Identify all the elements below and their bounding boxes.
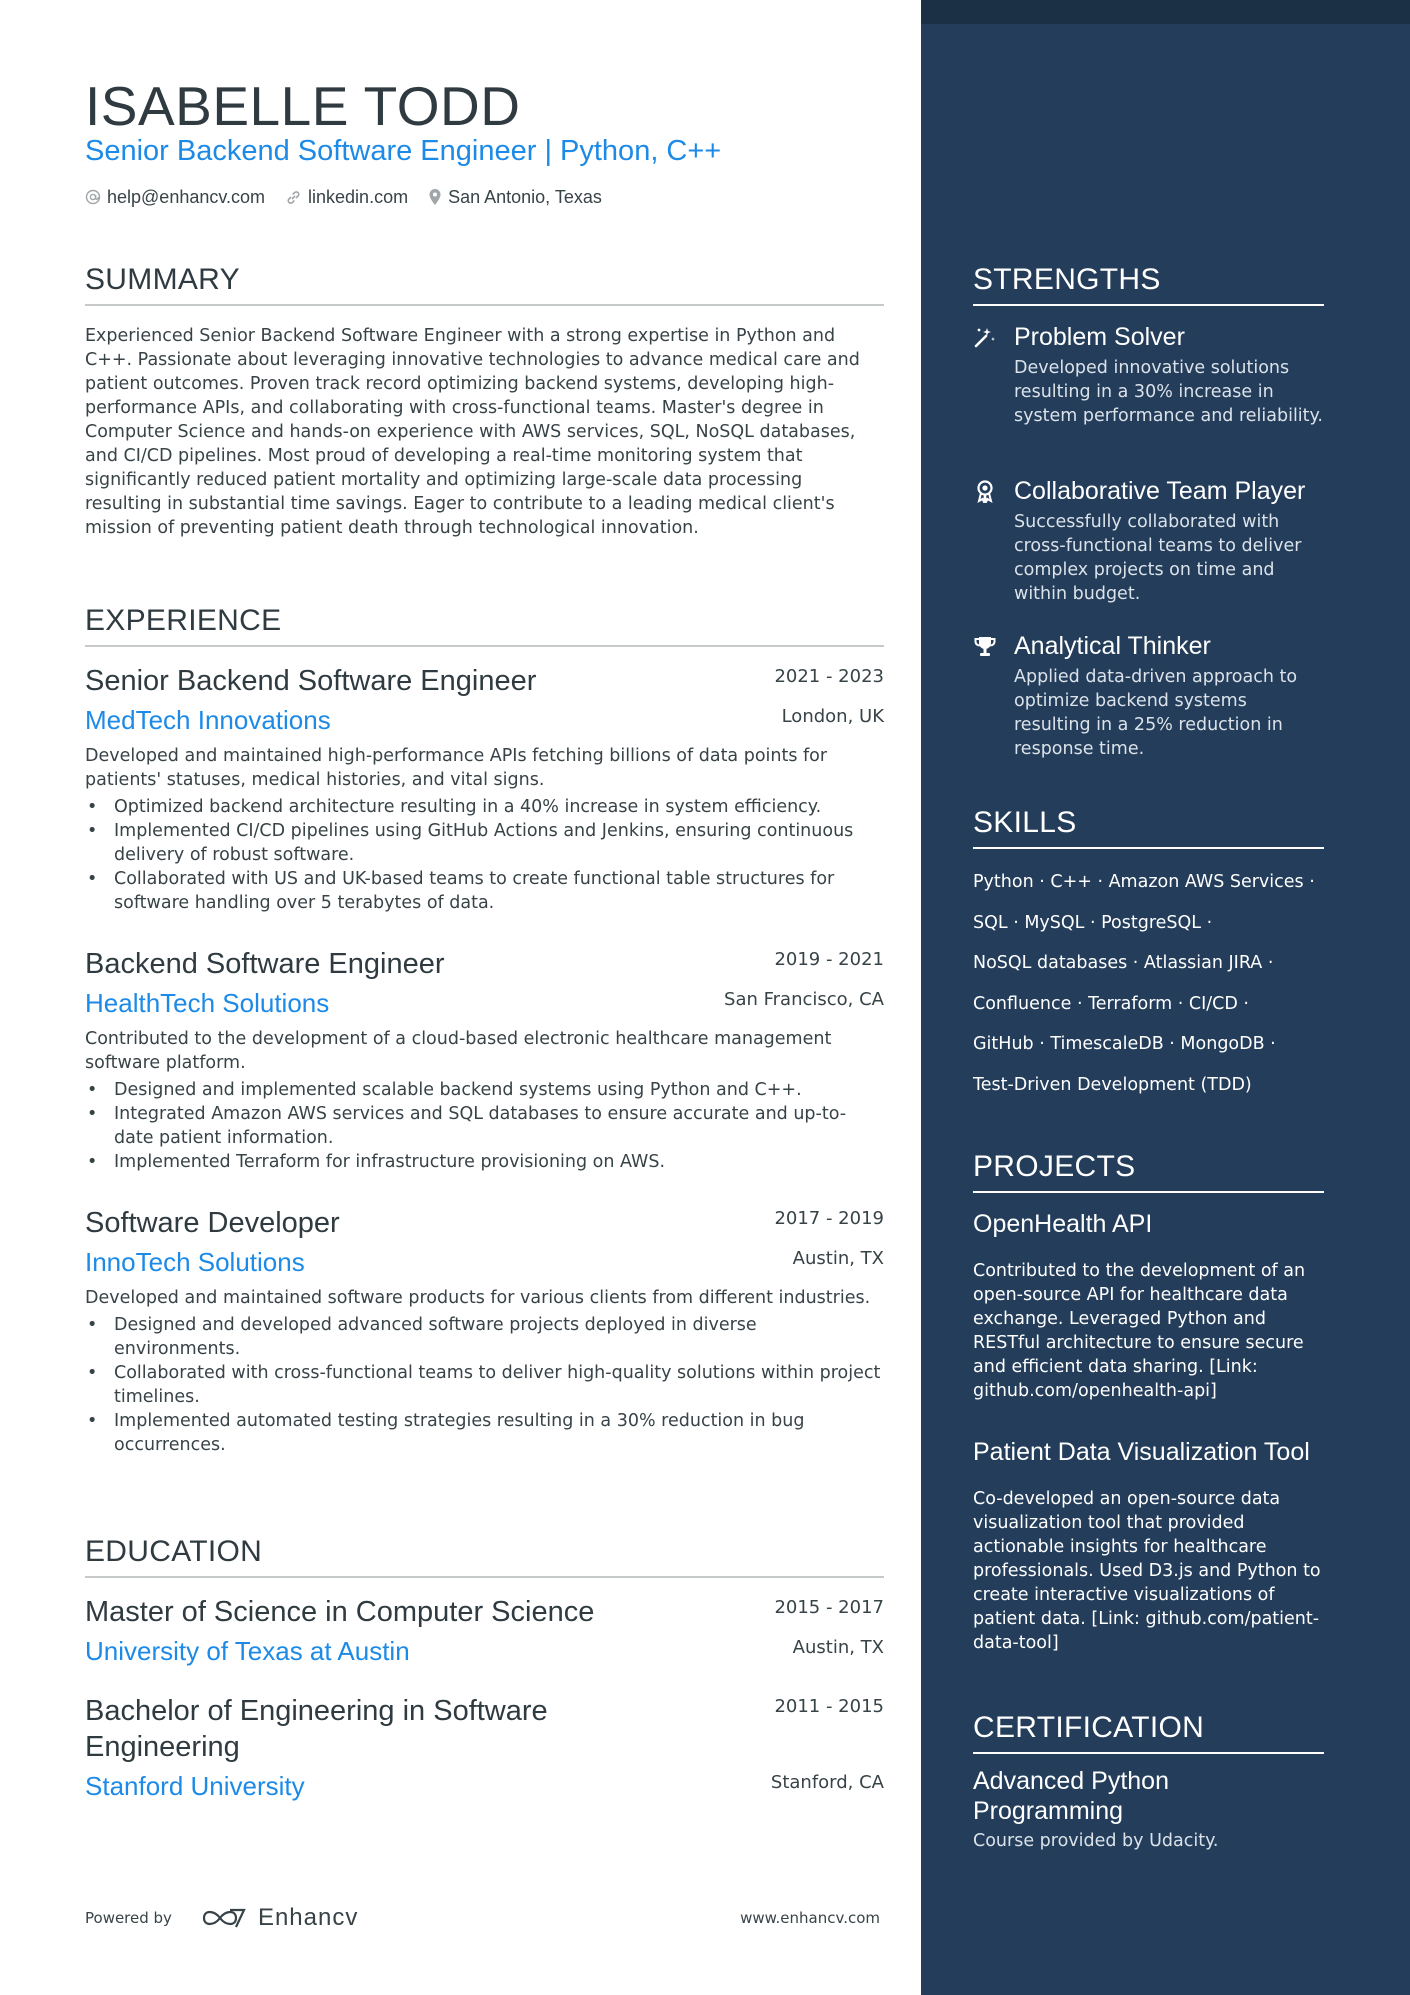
candidate-title: Senior Backend Software Engineer | Python, C++: [85, 135, 722, 167]
job-company[interactable]: MedTech Innovations: [85, 705, 331, 735]
location-pin-icon: [428, 188, 442, 206]
link-icon: [285, 189, 302, 206]
linkedin-contact[interactable]: [285, 187, 408, 208]
email-contact[interactable]: [85, 187, 265, 208]
job-dates: 2019 - 2021: [774, 949, 884, 970]
job-bullet: • Implemented automated testing strategies resulting in a 30% reduction in bug occurrences.: [85, 1409, 884, 1457]
job-description: Developed and maintained software products for various clients from different industries.: [85, 1288, 871, 1308]
education-dates: 2011 - 2015: [774, 1696, 884, 1717]
education-item: [85, 1693, 884, 1803]
skills-line: Confluence · Terraform · CI/CD ·: [973, 993, 1249, 1014]
strength-description: Developed innovative solutions resulting in a 30% increase in system performance and reliability.: [1014, 358, 1323, 426]
job-bullets: [85, 1313, 884, 1457]
job-role: Senior Backend Software Engineer: [85, 665, 537, 697]
skills-list: [973, 862, 1324, 1106]
job-bullet: • Implemented Terraform for infrastructure provisioning on AWS.: [85, 1150, 884, 1174]
email-text: help@enhancv.com: [107, 186, 266, 207]
project-title: OpenHealth API: [973, 1210, 1153, 1238]
education-heading: EDUCATION: [85, 1534, 884, 1578]
magic-wand-icon: [973, 325, 997, 349]
job-company[interactable]: InnoTech Solutions: [85, 1247, 305, 1277]
education-dates: 2015 - 2017: [774, 1597, 884, 1618]
projects-heading: PROJECTS: [973, 1149, 1324, 1193]
job-role: Backend Software Engineer: [85, 948, 445, 980]
skills-line: SQL · MySQL · PostgreSQL ·: [973, 912, 1213, 933]
experience-heading: EXPERIENCE: [85, 603, 884, 647]
project-item: [973, 1435, 1324, 1655]
award-ribbon-icon: [973, 479, 997, 503]
job-description: Contributed to the development of a cloud-based electronic healthcare management software platform.: [85, 1029, 832, 1073]
location-contact: [428, 187, 602, 208]
certification-title: Advanced Python Programming: [973, 1767, 1169, 1825]
skills-line: Python · C++ · Amazon AWS Services ·: [973, 872, 1315, 892]
job-location: Austin, TX: [792, 1248, 884, 1269]
strength-item: [973, 629, 1324, 761]
job-bullets: [85, 1078, 884, 1174]
skills-line: NoSQL databases · Atlassian JIRA ·: [973, 953, 1274, 974]
skills-heading: SKILLS: [973, 805, 1324, 849]
contact-bar: [85, 184, 622, 210]
education-location: Austin, TX: [792, 1637, 884, 1658]
at-sign-icon: [85, 189, 101, 205]
job-bullet: • Collaborated with cross-functional teams to deliver high-quality solutions within project timelines.: [85, 1361, 884, 1409]
job-company[interactable]: HealthTech Solutions: [85, 988, 330, 1018]
job-dates: 2021 - 2023: [774, 666, 884, 687]
experience-item: [85, 946, 884, 1174]
certification-heading: CERTIFICATION: [973, 1710, 1324, 1754]
project-item: [973, 1207, 1324, 1403]
education-degree: Master of Science in Computer Science: [85, 1596, 595, 1628]
job-bullet: • Designed and developed advanced software projects deployed in diverse environments.: [85, 1313, 884, 1361]
education-school[interactable]: University of Texas at Austin: [85, 1636, 410, 1666]
strength-title: Collaborative Team Player: [1014, 477, 1306, 505]
candidate-name: ISABELLE TODD: [85, 75, 521, 137]
strength-item: [973, 474, 1324, 606]
project-title: Patient Data Visualization Tool: [973, 1438, 1310, 1466]
job-bullet: • Implemented CI/CD pipelines using GitHub Actions and Jenkins, ensuring continuous delivery of robust software.: [85, 819, 884, 867]
skills-line: GitHub · TimescaleDB · MongoDB ·: [973, 1034, 1276, 1055]
experience-item: [85, 663, 884, 915]
certification-description: Course provided by Udacity.: [973, 1831, 1219, 1851]
job-dates: 2017 - 2019: [774, 1208, 884, 1229]
job-location: San Francisco, CA: [724, 989, 884, 1010]
strength-description: Applied data-driven approach to optimize backend systems resulting in a 25% reduction in response time.: [1014, 667, 1298, 759]
sidebar-top-band: [921, 0, 1410, 24]
location-text: San Antonio, Texas: [448, 186, 602, 207]
strengths-heading: STRENGTHS: [973, 262, 1324, 306]
strength-description: Successfully collaborated with cross-functional teams to deliver complex projects on time and within budget.: [1014, 512, 1302, 604]
education-location: Stanford, CA: [770, 1772, 884, 1793]
brand-logo[interactable]: [200, 1904, 358, 1932]
job-location: London, UK: [781, 706, 884, 727]
job-role: Software Developer: [85, 1207, 340, 1239]
certification-item: [973, 1766, 1324, 1853]
job-bullet: • Integrated Amazon AWS services and SQL databases to ensure accurate and up-to-date patient information.: [85, 1102, 884, 1150]
powered-by: [85, 1904, 358, 1932]
project-description: Co-developed an open-source data visualization tool that provided actionable insights for healthcare professionals. Used D3.js and Python to create interactive visualizations of patient data. [Link: github.com/patient-data-tool]: [973, 1489, 1321, 1653]
strength-item: [973, 320, 1324, 428]
job-description: Developed and maintained high-performance APIs fetching billions of data points for patients' statuses, medical histories, and vital signs.: [85, 746, 828, 790]
powered-by-label: Powered by: [85, 1909, 172, 1927]
job-bullet: • Designed and implemented scalable backend systems using Python and C++.: [85, 1078, 884, 1102]
skills-line: Test-Driven Development (TDD): [973, 1074, 1252, 1095]
job-bullet: • Optimized backend architecture resulting in a 40% increase in system efficiency.: [85, 795, 884, 819]
education-school[interactable]: Stanford University: [85, 1771, 305, 1801]
project-description: Contributed to the development of an open-source API for healthcare data exchange. Leveraged Python and RESTful architecture to ensure secure and efficient data sharing. [Link: github.com/openhealth-api]: [973, 1261, 1306, 1401]
website-link[interactable]: www.enhancv.com: [740, 1909, 880, 1927]
footer: [85, 1901, 884, 1935]
linkedin-text: linkedin.com: [308, 186, 409, 207]
summary-text: Experienced Senior Backend Software Engineer with a strong expertise in Python and C++. Passionate about leveraging innovative technologies to advance medical care and patient outcomes. Proven track record optimizing backend systems, developing high-performance APIs, and collaborating with cross-functional teams. Master's degree in Computer Science and hands-on experience with AWS services, SQL, NoSQL databases, and CI/CD pipelines. Most proud of developing a real-time monitoring system that significantly reduced patient mortality and optimizing large-scale data processing resulting in substantial time savings. Eager to contribute to a leading medical client's mission of preventing patient death through technological innovation.: [85, 326, 860, 538]
job-bullet: • Collaborated with US and UK-based teams to create functional table structures for software handling over 5 terabytes of data.: [85, 867, 884, 915]
sidebar: [921, 0, 1410, 1995]
enhancv-logo-icon: [200, 1905, 248, 1931]
summary-heading: SUMMARY: [85, 262, 884, 306]
trophy-icon: [973, 634, 997, 658]
job-bullets: [85, 795, 884, 915]
experience-item: [85, 1205, 884, 1457]
education-degree: Bachelor of Engineering in Software Engineering: [85, 1695, 548, 1763]
education-item: [85, 1594, 884, 1668]
strength-title: Analytical Thinker: [1014, 632, 1211, 660]
strength-title: Problem Solver: [1014, 323, 1185, 351]
brand-name: Enhancv: [257, 1904, 359, 1931]
